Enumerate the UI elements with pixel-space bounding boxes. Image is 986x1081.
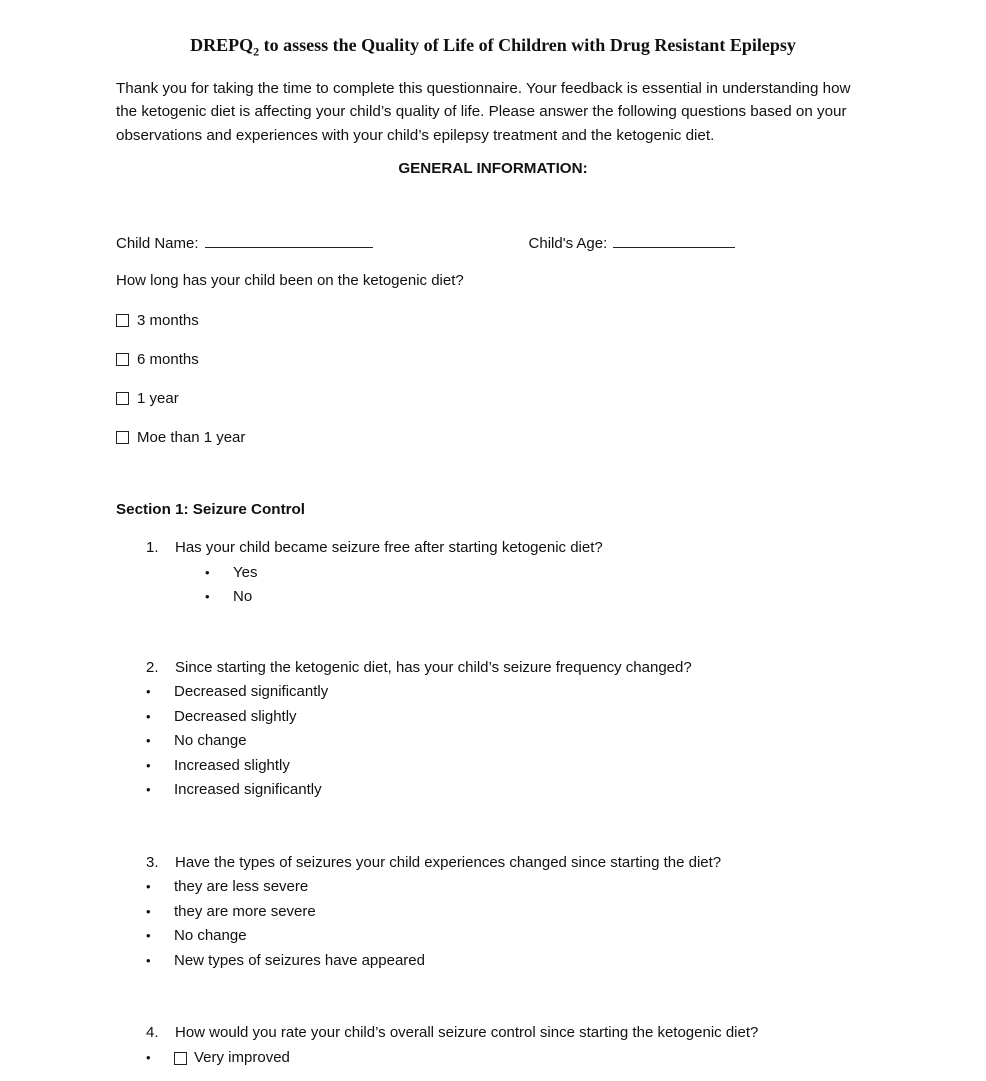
question-number: 3. <box>146 853 159 871</box>
checkbox-icon[interactable] <box>174 1052 187 1065</box>
option-label: Decreased significantly <box>174 683 329 701</box>
option-new-types <box>146 949 870 974</box>
duration-option-more-than-1-year[interactable] <box>116 429 870 445</box>
title-subscript: 2 <box>253 44 260 59</box>
option-more-severe <box>146 900 870 925</box>
title-prefix: DREPQ <box>190 35 254 55</box>
question-2-options <box>146 680 870 803</box>
option-yes <box>205 561 870 586</box>
option-label: Increased slightly <box>174 756 290 774</box>
bullet-icon: • <box>146 757 151 773</box>
question-3-options <box>146 875 870 973</box>
bullet-icon: • <box>146 733 151 749</box>
child-name-input-line[interactable] <box>205 232 373 248</box>
bullet-icon: • <box>146 684 151 700</box>
bullet-icon: • <box>146 1049 151 1065</box>
duration-option-6-months[interactable] <box>116 351 870 367</box>
bullet-icon: • <box>146 903 151 919</box>
question-3 <box>116 851 870 974</box>
duration-option-label: 1 year <box>137 389 179 407</box>
duration-option-label: 3 months <box>137 311 199 329</box>
option-label: No change <box>174 732 247 750</box>
question-number: 2. <box>146 658 159 676</box>
general-information-heading: GENERAL INFORMATION: <box>398 160 588 178</box>
bullet-icon: • <box>146 879 151 895</box>
option-label: No change <box>174 927 247 945</box>
child-age-label: Child's Age: <box>528 235 608 253</box>
question-text: Have the types of seizures your child experiences changed since starting the diet? <box>175 853 722 871</box>
child-name-label: Child Name: <box>116 235 199 253</box>
question-number: 4. <box>146 1024 159 1042</box>
option-label: Decreased slightly <box>174 707 297 725</box>
option-label: No <box>233 588 253 606</box>
option-label: New types of seizures have appeared <box>174 951 425 969</box>
bullet-icon: • <box>146 782 151 798</box>
question-number: 1. <box>146 539 159 557</box>
bullet-icon: • <box>205 589 210 605</box>
section-1-heading: Section 1: Seizure Control <box>116 501 306 519</box>
checkbox-icon[interactable] <box>116 353 129 366</box>
checkbox-icon[interactable] <box>116 392 129 405</box>
question-4-text-line <box>116 1021 870 1046</box>
option-label: Very improved <box>194 1048 290 1066</box>
question-2 <box>116 656 870 803</box>
child-age-input-line[interactable] <box>613 232 735 248</box>
checkbox-icon[interactable] <box>116 314 129 327</box>
intro-paragraph: Thank you for taking the time to complete this questionnaire. Your feedback is essential in understanding how the ketogenic diet is affecting your child’s quality of life. Please answer the following questions based on your observations and experiences with your child’s epilepsy treatment and the ketogenic diet. <box>116 79 851 144</box>
option-no <box>205 585 870 610</box>
option-label: they are more severe <box>174 902 316 920</box>
bullet-icon: • <box>146 928 151 944</box>
option-decreased-slightly <box>146 705 870 730</box>
option-label: Yes <box>233 563 258 581</box>
question-2-text-line <box>116 656 870 681</box>
question-3-text-line <box>116 851 870 876</box>
question-1-options <box>205 561 870 610</box>
option-label: Increased significantly <box>174 781 322 799</box>
duration-option-label: 6 months <box>137 350 199 368</box>
child-name-field <box>116 232 373 252</box>
option-less-severe <box>146 875 870 900</box>
question-text: How would you rate your child’s overall seizure control since starting the ketogenic diet? <box>175 1024 759 1042</box>
option-increased-significantly <box>146 778 870 803</box>
duration-option-3-months[interactable] <box>116 312 870 328</box>
option-decreased-significantly <box>146 680 870 705</box>
bullet-icon: • <box>205 564 210 580</box>
option-label: they are less severe <box>174 878 309 896</box>
bullet-icon: • <box>146 952 151 968</box>
question-text: Since starting the ketogenic diet, has your child’s seizure frequency changed? <box>175 658 692 676</box>
bullet-icon: • <box>146 708 151 724</box>
option-increased-slightly <box>146 754 870 779</box>
title-suffix: to assess the Quality of Life of Children with Drug Resistant Epilepsy <box>259 35 796 55</box>
duration-question: How long has your child been on the ketogenic diet? <box>116 272 464 290</box>
duration-option-label: Moe than 1 year <box>137 428 246 446</box>
question-4-options <box>146 1046 870 1071</box>
question-4 <box>116 1021 870 1070</box>
option-no-change <box>146 729 870 754</box>
question-text: Has your child became seizure free after starting ketogenic diet? <box>175 539 603 557</box>
page-title <box>116 33 870 64</box>
name-age-row <box>116 232 870 252</box>
duration-option-1-year[interactable] <box>116 390 870 406</box>
option-very-improved[interactable] <box>146 1046 870 1071</box>
question-1 <box>116 536 870 610</box>
child-age-field <box>529 232 736 252</box>
question-1-text-line <box>116 536 870 561</box>
option-no-change <box>146 924 870 949</box>
checkbox-icon[interactable] <box>116 431 129 444</box>
